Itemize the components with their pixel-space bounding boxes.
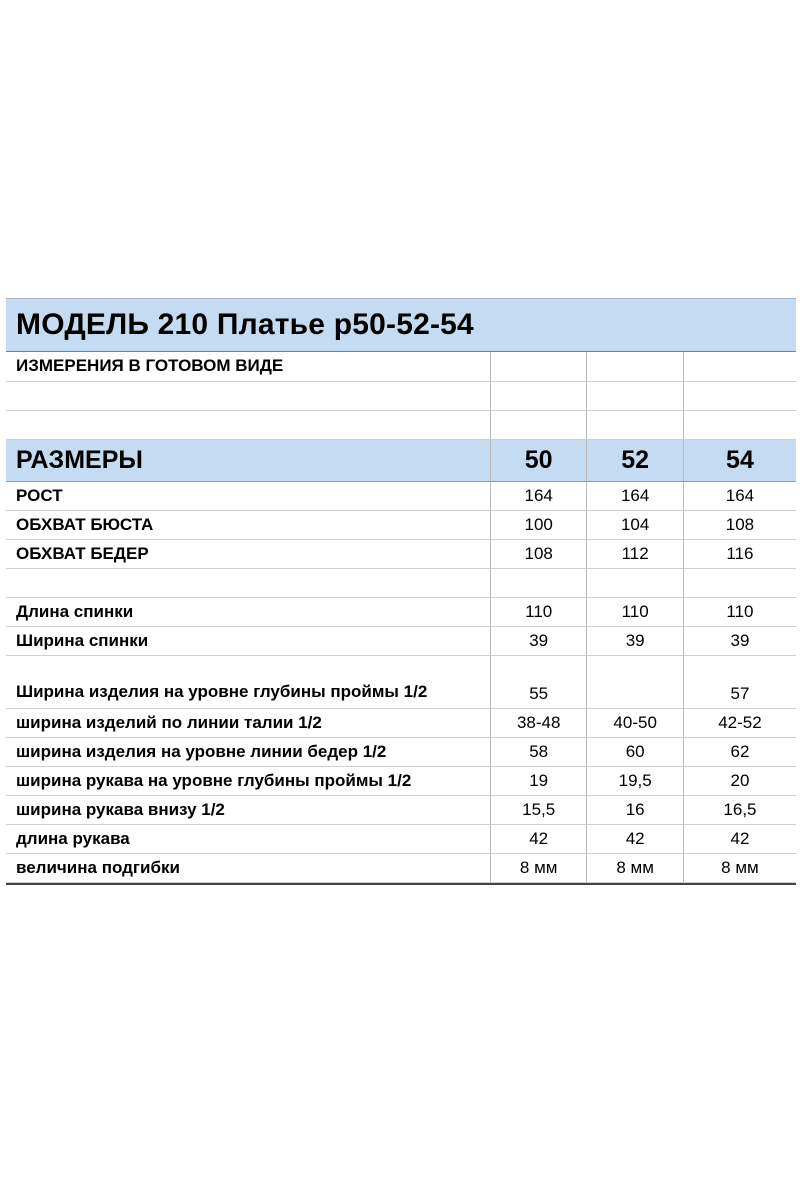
value-cell: 164 [587,481,683,510]
table-row [6,597,796,626]
value-cell: 110 [683,597,796,626]
row-label: ширина рукава внизу 1/2 [6,795,490,824]
value-cell: 20 [683,766,796,795]
table-row [6,481,796,510]
table-row [6,352,796,381]
row-label: ОБХВАТ БЕДЕР [6,539,490,568]
table-row [6,708,796,737]
size-header-cell: 50 [490,439,586,481]
row-label: Длина спинки [6,597,490,626]
value-cell: 42 [587,824,683,853]
sizes-header-label: РАЗМЕРЫ [6,439,490,481]
value-cell: 16 [587,795,683,824]
size-chart-sheet [6,298,796,885]
row-label: длина рукава [6,824,490,853]
value-cell: 39 [490,626,586,655]
value-cell: 110 [587,597,683,626]
table-row [6,655,796,708]
value-cell: 57 [683,655,796,708]
value-cell: 39 [587,626,683,655]
table-row [6,381,796,410]
table-row [6,539,796,568]
value-cell: 164 [490,481,586,510]
row-label: Ширина спинки [6,626,490,655]
value-cell: 42 [683,824,796,853]
value-cell: 62 [683,737,796,766]
row-label: величина подгибки [6,853,490,882]
row-label: РОСТ [6,481,490,510]
value-cell: 112 [587,539,683,568]
table-row [6,737,796,766]
value-cell: 16,5 [683,795,796,824]
model-title: МОДЕЛЬ 210 Платье р50-52-54 [16,308,474,341]
value-cell: 42 [490,824,586,853]
table-bottom-border [6,883,796,885]
value-cell: 19,5 [587,766,683,795]
sizes-header-row [6,439,796,481]
value-cell: 40-50 [587,708,683,737]
value-cell: 55 [490,655,586,708]
size-header-cell: 52 [587,439,683,481]
row-label: ширина рукава на уровне глубины проймы 1/2 [6,766,490,795]
size-table [6,352,796,883]
value-cell: 42-52 [683,708,796,737]
table-row [6,824,796,853]
value-cell: 116 [683,539,796,568]
value-cell: 58 [490,737,586,766]
table-row [6,410,796,439]
row-label: ОБХВАТ БЮСТА [6,510,490,539]
table-row [6,795,796,824]
value-cell: 15,5 [490,795,586,824]
value-cell: 38-48 [490,708,586,737]
value-cell: 8 мм [587,853,683,882]
row-label: ширина изделия на уровне линии бедер 1/2 [6,737,490,766]
value-cell: 164 [683,481,796,510]
table-row [6,853,796,882]
value-cell [587,655,683,708]
value-cell: 8 мм [490,853,586,882]
value-cell: 39 [683,626,796,655]
title-bar [6,298,796,352]
value-cell: 104 [587,510,683,539]
subtitle-cell: ИЗМЕРЕНИЯ В ГОТОВОМ ВИДЕ [6,352,490,381]
value-cell: 19 [490,766,586,795]
table-row [6,766,796,795]
value-cell: 110 [490,597,586,626]
table-row [6,568,796,597]
value-cell: 60 [587,737,683,766]
value-cell: 8 мм [683,853,796,882]
value-cell: 100 [490,510,586,539]
value-cell: 108 [683,510,796,539]
row-label: Ширина изделия на уровне глубины проймы 1/2 [6,655,490,708]
table-row [6,626,796,655]
table-row [6,510,796,539]
size-header-cell: 54 [683,439,796,481]
row-label: ширина изделий по линии талии 1/2 [6,708,490,737]
value-cell: 108 [490,539,586,568]
